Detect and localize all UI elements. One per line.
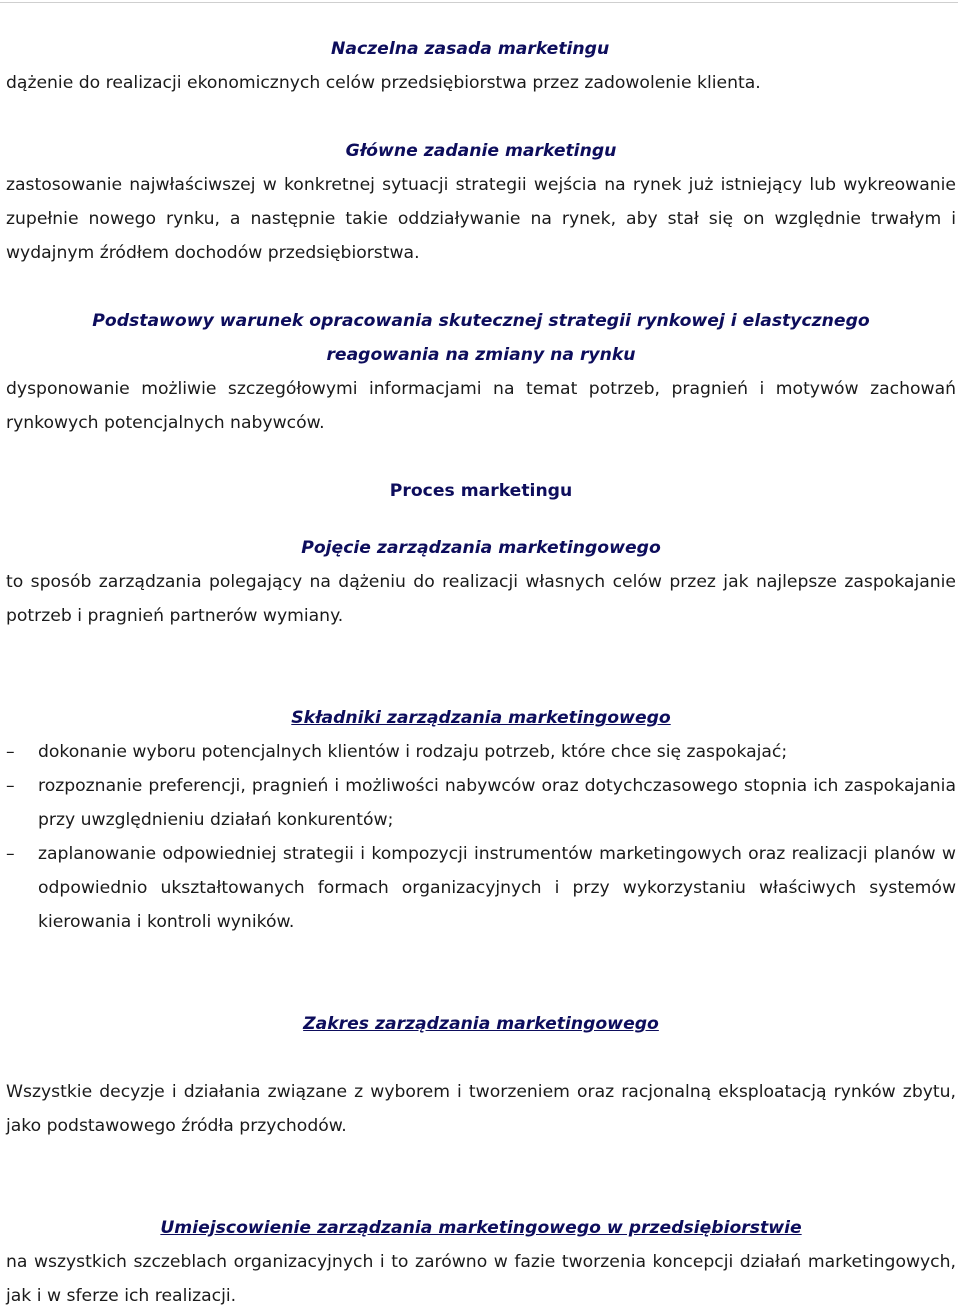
process-heading: Proces marketingu [389, 481, 573, 501]
list-item [6, 837, 956, 939]
list-item-text: rozpoznanie preferencji, pragnień i możliwości nabywców oraz dotychczasowego stopnia ich zaspokajania przy uwzględnieniu działań konkurentów; [38, 776, 956, 830]
section-placement [6, 1211, 956, 1313]
placement-heading: Umiejscowienie zarządzania marketingowego w przedsiębiorstwie [160, 1218, 802, 1238]
placement-text: na wszystkich szczeblach organizacyjnych i to zarówno w fazie tworzenia koncepcji działań marketingowych, jak i w sferze ich realizacji. [6, 1252, 956, 1306]
spacer [6, 270, 956, 304]
spacer [6, 633, 956, 701]
spacer [6, 508, 956, 531]
spacer [6, 939, 956, 1007]
list-item [6, 769, 956, 837]
main-task-text: zastosowanie najwłaściwszej w konkretnej sytuacji strategii wejścia na rynek już istniejący lub wykreowanie zupełnie nowego rynku, a następnie takie oddziaływanie na rynek, aby stał się on względnie trwałym i wydajnym źródłem dochodów przedsiębiorstwa. [6, 175, 956, 263]
concept-text: to sposób zarządzania polegający na dążeniu do realizacji własnych celów przez jak najlepsze zaspokajanie potrzeb i pragnień partnerów wymiany. [6, 572, 956, 626]
principle-text: dążenie do realizacji ekonomicznych celów przedsiębiorstwa przez zadowolenie klienta. [6, 73, 761, 93]
spacer [6, 1041, 956, 1075]
section-scope [6, 1007, 956, 1143]
section-process [6, 474, 956, 508]
section-components [6, 701, 956, 939]
list-item [6, 735, 956, 769]
scope-text: Wszystkie decyzje i działania związane z wyborem i tworzeniem oraz racjonalną eksploatacją rynków zbytu, jako podstawowego źródła przychodów. [6, 1082, 956, 1136]
top-border-line [0, 2, 958, 3]
list-item-text: dokonanie wyboru potencjalnych klientów i rodzaju potrzeb, które chce się zaspokajać; [38, 742, 788, 762]
list-item-text: zaplanowanie odpowiedniej strategii i kompozycji instrumentów marketingowych oraz realizacji planów w odpowiednio ukształtowanych formach organizacyjnych i przy wykorzystaniu właściwych systemów kierowania i kontroli wyników. [38, 844, 956, 932]
concept-heading: Pojęcie zarządzania marketingowego [301, 538, 661, 558]
spacer [6, 440, 956, 474]
dash-bullet-icon: – [6, 844, 15, 864]
basic-condition-text: dysponowanie możliwie szczegółowymi informacjami na temat potrzeb, pragnień i motywów zachowań rynkowych potencjalnych nabywców. [6, 379, 956, 433]
section-basic-condition [6, 304, 956, 440]
document-page [6, 32, 956, 1313]
main-task-heading: Główne zadanie marketingu [345, 141, 617, 161]
section-principle [6, 32, 956, 100]
principle-heading: Naczelna zasada marketingu [331, 39, 610, 59]
spacer [6, 100, 956, 134]
section-main-task [6, 134, 956, 270]
components-list [6, 735, 956, 939]
components-heading: Składniki zarządzania marketingowego [291, 708, 671, 728]
basic-condition-heading: Podstawowy warunek opracowania skutecznej strategii rynkowej i elastycznego reagowania na zmiany na rynku [92, 311, 870, 365]
dash-bullet-icon: – [6, 742, 15, 762]
section-concept [6, 531, 956, 633]
spacer [6, 1143, 956, 1211]
scope-heading: Zakres zarządzania marketingowego [303, 1014, 659, 1034]
dash-bullet-icon: – [6, 776, 15, 796]
